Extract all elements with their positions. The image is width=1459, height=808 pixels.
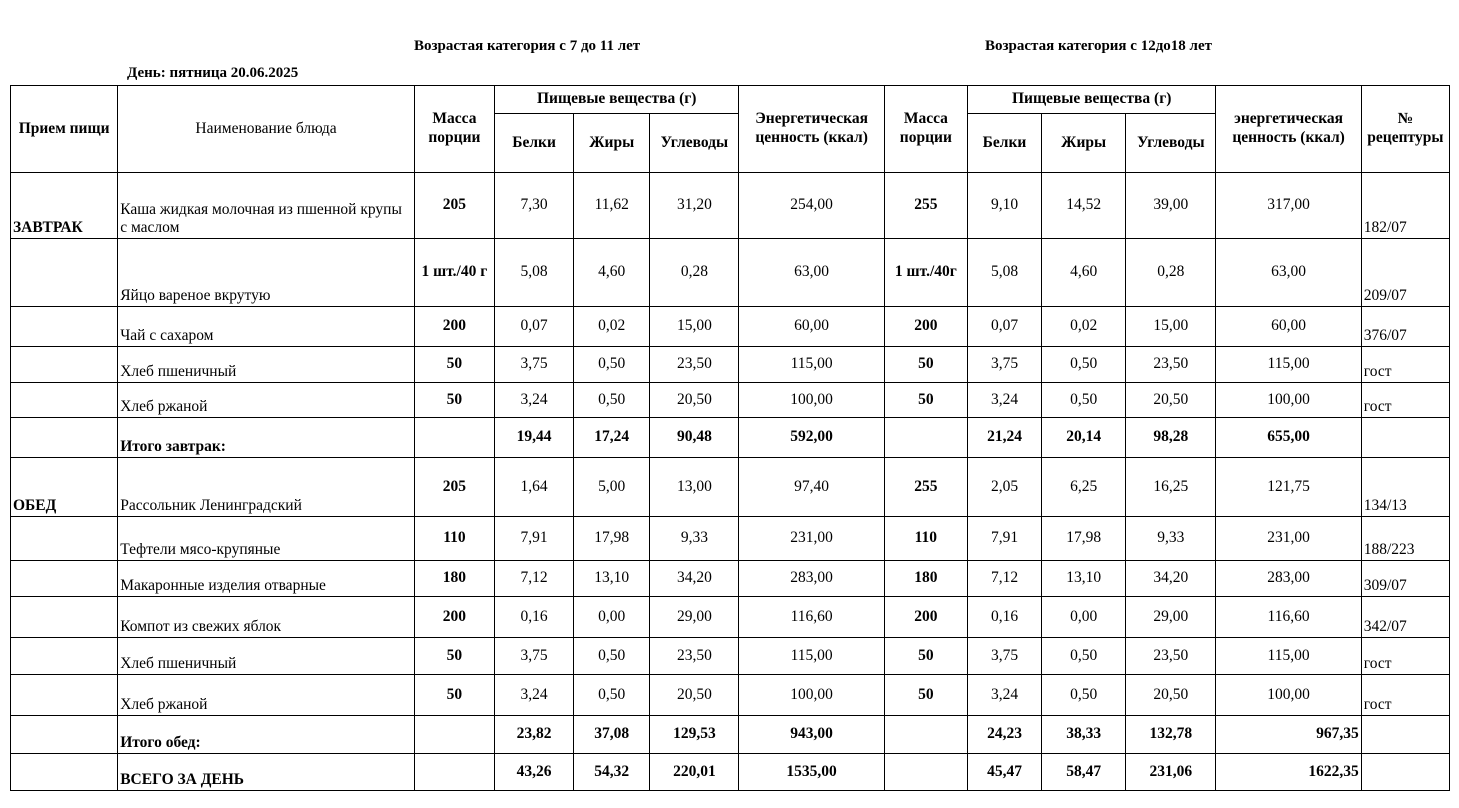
table-row [11,418,1450,458]
carbs-7-11: 31,20 [650,173,739,239]
fat-7-11: 11,62 [574,173,650,239]
protein-12-18: 3,24 [967,383,1041,418]
mass-12-18: 50 [884,675,967,716]
dish-name: Компот из свежих яблок [118,597,415,638]
mass-7-11: 1 шт./40 г [414,239,494,307]
protein-7-11: 23,82 [494,716,573,754]
recipe-number: гост [1361,347,1449,383]
protein-12-18: 7,91 [967,517,1041,561]
energy-7-11: 60,00 [739,307,884,347]
day-label: День: пятница 20.06.2025 [127,65,299,81]
energy-7-11: 254,00 [739,173,884,239]
mass-12-18: 200 [884,307,967,347]
mass-7-11: 205 [414,458,494,517]
col-header-nutrients-2: Пищевые вещества (г) [967,86,1216,114]
mass-7-11: 200 [414,597,494,638]
protein-12-18: 5,08 [967,239,1041,307]
menu-table [10,85,1450,791]
fat-12-18: 20,14 [1042,418,1126,458]
table-row [11,239,1450,307]
fat-12-18: 4,60 [1042,239,1126,307]
recipe-number: гост [1361,383,1449,418]
protein-7-11: 0,07 [494,307,573,347]
meal-cell [11,517,118,561]
energy-12-18: 60,00 [1216,307,1361,347]
dish-name: Чай с сахаром [118,307,415,347]
meal-cell [11,347,118,383]
protein-12-18: 2,05 [967,458,1041,517]
energy-12-18: 115,00 [1216,638,1361,675]
recipe-number [1361,754,1449,791]
energy-7-11: 1535,00 [739,754,884,791]
carbs-12-18: 20,50 [1126,383,1216,418]
energy-12-18: 283,00 [1216,561,1361,597]
mass-12-18: 50 [884,383,967,418]
protein-7-11: 7,91 [494,517,573,561]
fat-7-11: 13,10 [574,561,650,597]
carbs-12-18: 0,28 [1126,239,1216,307]
meal-cell [11,383,118,418]
fat-12-18: 38,33 [1042,716,1126,754]
dish-name: Хлеб пшеничный [118,638,415,675]
meal-cell [11,307,118,347]
mass-12-18 [884,418,967,458]
recipe-number: 182/07 [1361,173,1449,239]
col-header-protein-1: Белки [494,114,573,173]
fat-12-18: 17,98 [1042,517,1126,561]
protein-12-18: 3,75 [967,347,1041,383]
carbs-12-18: 23,50 [1126,347,1216,383]
energy-7-11: 97,40 [739,458,884,517]
mass-12-18 [884,716,967,754]
energy-7-11: 100,00 [739,675,884,716]
energy-7-11: 116,60 [739,597,884,638]
mass-12-18: 255 [884,173,967,239]
carbs-12-18: 29,00 [1126,597,1216,638]
carbs-7-11: 20,50 [650,675,739,716]
meal-cell [11,754,118,791]
table-row [11,597,1450,638]
dish-name: Тефтели мясо-крупяные [118,517,415,561]
fat-7-11: 4,60 [574,239,650,307]
energy-12-18: 231,00 [1216,517,1361,561]
recipe-number [1361,716,1449,754]
col-header-fat-1: Жиры [574,114,650,173]
meal-cell [11,239,118,307]
col-header-meal: Прием пищи [11,86,118,173]
protein-12-18: 9,10 [967,173,1041,239]
carbs-7-11: 9,33 [650,517,739,561]
carbs-12-18: 39,00 [1126,173,1216,239]
dish-name: Итого завтрак: [118,418,415,458]
col-header-protein-2: Белки [967,114,1041,173]
carbs-12-18: 34,20 [1126,561,1216,597]
protein-12-18: 3,75 [967,638,1041,675]
table-row [11,517,1450,561]
meal-cell [11,561,118,597]
mass-12-18: 50 [884,347,967,383]
meal-cell [11,716,118,754]
carbs-7-11: 220,01 [650,754,739,791]
table-row [11,754,1450,791]
mass-12-18: 180 [884,561,967,597]
protein-7-11: 0,16 [494,597,573,638]
mass-12-18: 50 [884,638,967,675]
col-header-dish: Наименование блюда [118,86,415,173]
carbs-12-18: 132,78 [1126,716,1216,754]
fat-7-11: 0,50 [574,638,650,675]
meal-cell [11,418,118,458]
table-row [11,675,1450,716]
mass-7-11: 180 [414,561,494,597]
dish-name: Хлеб ржаной [118,383,415,418]
fat-7-11: 0,50 [574,675,650,716]
energy-7-11: 231,00 [739,517,884,561]
mass-7-11: 110 [414,517,494,561]
meal-cell [11,597,118,638]
table-row [11,347,1450,383]
protein-7-11: 3,75 [494,638,573,675]
col-header-recipe: № рецептуры [1361,86,1449,173]
age-category-12-18-title: Возрастая категория с 12до18 лет [985,38,1212,54]
protein-7-11: 43,26 [494,754,573,791]
table-row [11,561,1450,597]
fat-12-18: 0,50 [1042,383,1126,418]
fat-7-11: 54,32 [574,754,650,791]
carbs-7-11: 15,00 [650,307,739,347]
fat-12-18: 14,52 [1042,173,1126,239]
energy-12-18: 63,00 [1216,239,1361,307]
recipe-number: 342/07 [1361,597,1449,638]
dish-name: Каша жидкая молочная из пшенной крупы с маслом [118,173,415,239]
energy-7-11: 283,00 [739,561,884,597]
dish-name: Хлеб пшеничный [118,347,415,383]
fat-7-11: 0,50 [574,383,650,418]
energy-12-18: 317,00 [1216,173,1361,239]
dish-name: Хлеб ржаной [118,675,415,716]
col-header-mass-2: Масса порции [884,86,967,173]
fat-7-11: 17,24 [574,418,650,458]
fat-7-11: 0,02 [574,307,650,347]
energy-7-11: 100,00 [739,383,884,418]
dish-name: Макаронные изделия отварные [118,561,415,597]
carbs-7-11: 90,48 [650,418,739,458]
carbs-7-11: 29,00 [650,597,739,638]
table-row [11,458,1450,517]
protein-12-18: 24,23 [967,716,1041,754]
carbs-7-11: 23,50 [650,638,739,675]
carbs-12-18: 20,50 [1126,675,1216,716]
carbs-12-18: 98,28 [1126,418,1216,458]
mass-7-11 [414,716,494,754]
dish-name: Итого обед: [118,716,415,754]
mass-7-11 [414,754,494,791]
carbs-7-11: 129,53 [650,716,739,754]
carbs-12-18: 16,25 [1126,458,1216,517]
fat-7-11: 0,50 [574,347,650,383]
energy-7-11: 115,00 [739,347,884,383]
recipe-number: 209/07 [1361,239,1449,307]
carbs-7-11: 0,28 [650,239,739,307]
protein-12-18: 0,07 [967,307,1041,347]
protein-12-18: 45,47 [967,754,1041,791]
recipe-number: 309/07 [1361,561,1449,597]
age-category-7-11-title: Возрастая категория с 7 до 11 лет [414,38,641,54]
carbs-12-18: 9,33 [1126,517,1216,561]
fat-7-11: 37,08 [574,716,650,754]
table-row [11,716,1450,754]
energy-12-18: 100,00 [1216,675,1361,716]
carbs-7-11: 13,00 [650,458,739,517]
mass-7-11: 50 [414,383,494,418]
fat-12-18: 13,10 [1042,561,1126,597]
recipe-number: 376/07 [1361,307,1449,347]
col-header-carbs-1: Углеводы [650,114,739,173]
protein-7-11: 3,24 [494,383,573,418]
carbs-12-18: 231,06 [1126,754,1216,791]
energy-12-18: 1622,35 [1216,754,1361,791]
table-row [11,383,1450,418]
energy-12-18: 655,00 [1216,418,1361,458]
table-row [11,307,1450,347]
energy-12-18: 121,75 [1216,458,1361,517]
fat-12-18: 0,02 [1042,307,1126,347]
mass-7-11: 50 [414,675,494,716]
energy-7-11: 63,00 [739,239,884,307]
fat-7-11: 17,98 [574,517,650,561]
mass-7-11 [414,418,494,458]
mass-7-11: 50 [414,638,494,675]
mass-12-18 [884,754,967,791]
protein-7-11: 1,64 [494,458,573,517]
protein-7-11: 19,44 [494,418,573,458]
energy-7-11: 943,00 [739,716,884,754]
energy-12-18: 967,35 [1216,716,1361,754]
dish-name: ВСЕГО ЗА ДЕНЬ [118,754,415,791]
energy-12-18: 116,60 [1216,597,1361,638]
dish-name: Яйцо вареное вкрутую [118,239,415,307]
carbs-7-11: 23,50 [650,347,739,383]
protein-7-11: 7,12 [494,561,573,597]
protein-7-11: 7,30 [494,173,573,239]
fat-12-18: 58,47 [1042,754,1126,791]
table-row [11,173,1450,239]
protein-7-11: 5,08 [494,239,573,307]
col-header-carbs-2: Углеводы [1126,114,1216,173]
protein-12-18: 0,16 [967,597,1041,638]
mass-12-18: 255 [884,458,967,517]
fat-12-18: 0,50 [1042,675,1126,716]
energy-7-11: 115,00 [739,638,884,675]
meal-cell [11,675,118,716]
mass-12-18: 1 шт./40г [884,239,967,307]
energy-7-11: 592,00 [739,418,884,458]
carbs-12-18: 15,00 [1126,307,1216,347]
fat-7-11: 0,00 [574,597,650,638]
fat-12-18: 0,50 [1042,638,1126,675]
carbs-12-18: 23,50 [1126,638,1216,675]
table-row [11,638,1450,675]
protein-12-18: 21,24 [967,418,1041,458]
dish-name: Рассольник Ленинградский [118,458,415,517]
mass-12-18: 110 [884,517,967,561]
fat-7-11: 5,00 [574,458,650,517]
recipe-number: гост [1361,675,1449,716]
protein-7-11: 3,75 [494,347,573,383]
carbs-7-11: 34,20 [650,561,739,597]
energy-12-18: 100,00 [1216,383,1361,418]
meal-cell: ОБЕД [11,458,118,517]
recipe-number: 134/13 [1361,458,1449,517]
mass-7-11: 50 [414,347,494,383]
mass-7-11: 200 [414,307,494,347]
col-header-fat-2: Жиры [1042,114,1126,173]
recipe-number: 188/223 [1361,517,1449,561]
recipe-number: гост [1361,638,1449,675]
recipe-number [1361,418,1449,458]
protein-12-18: 7,12 [967,561,1041,597]
col-header-nutrients-1: Пищевые вещества (г) [494,86,738,114]
protein-12-18: 3,24 [967,675,1041,716]
carbs-7-11: 20,50 [650,383,739,418]
col-header-energy-2: энергетическая ценность (ккал) [1216,86,1361,173]
fat-12-18: 6,25 [1042,458,1126,517]
fat-12-18: 0,50 [1042,347,1126,383]
meal-cell [11,638,118,675]
col-header-mass-1: Масса порции [414,86,494,173]
protein-7-11: 3,24 [494,675,573,716]
col-header-energy-1: Энергетическая ценность (ккал) [739,86,884,173]
mass-7-11: 205 [414,173,494,239]
fat-12-18: 0,00 [1042,597,1126,638]
meal-cell: ЗАВТРАК [11,173,118,239]
energy-12-18: 115,00 [1216,347,1361,383]
mass-12-18: 200 [884,597,967,638]
